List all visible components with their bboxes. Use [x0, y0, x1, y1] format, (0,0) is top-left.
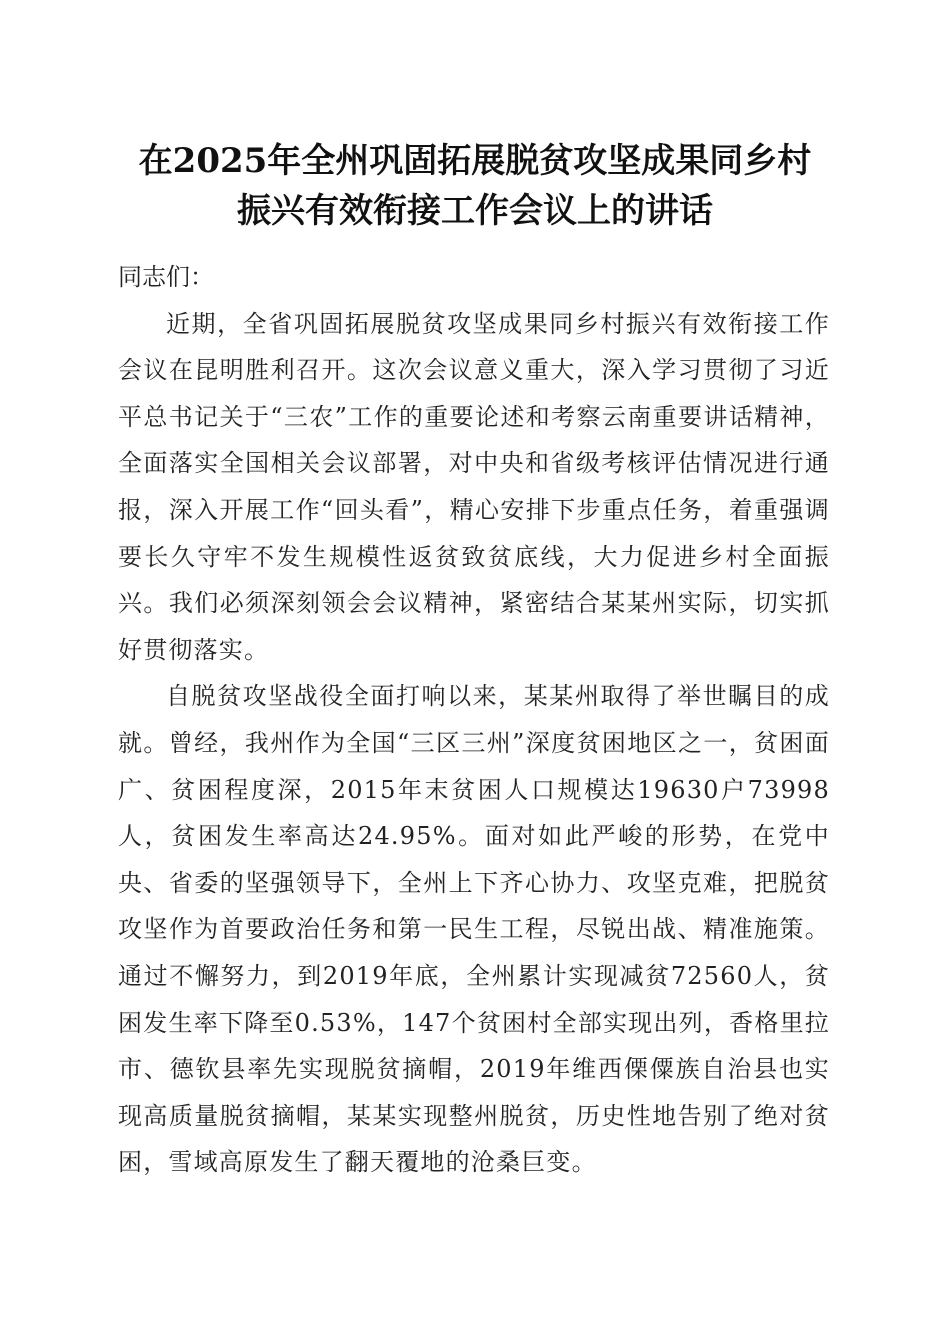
title-line-1: 在2025年全州巩固拓展脱贫攻坚成果同乡村	[138, 141, 812, 181]
paragraph: 自脱贫攻坚战役全面打响以来，某某州取得了举世瞩目的成就。曾经，我州作为全国“三区三州”深度贫困地区之一，贫困面广、贫困程度深，2015年末贫困人口规模达19630户73998人，贫困发生率高达24.95%。面对如此严峻的形势，在党中央、省委的坚强领导下，全州上下齐心协力、攻坚克难，把脱贫攻坚作为首要政治任务和第一民生工程，尽锐出战、精准施策。通过不懈努力，到2019年底，全州累计实现减贫72560人，贫困发生率下降至0.53%，147个贫困村全部实现出列，香格里拉市、德钦县率先实现脱贫摘帽，2019年维西傈僳族自治县也实现高质量脱贫摘帽，某某实现整州脱贫，历史性地告别了绝对贫困，雪域高原发生了翻天覆地的沧桑巨变。	[118, 682, 830, 1177]
title-line-2: 振兴有效衔接工作会议上的讲话	[237, 191, 713, 231]
document-body	[118, 254, 830, 1186]
paragraph: 近期，全省巩固拓展脱贫攻坚成果同乡村振兴有效衔接工作会议在昆明胜利召开。这次会议意义重大，深入学习贯彻了习近平总书记关于“三农”工作的重要论述和考察云南重要讲话精神，全面落实全国相关会议部署，对中央和省级考核评估情况进行通报，深入开展工作“回头看”，精心安排下步重点任务，着重强调要长久守牢不发生规模性返贫致贫底线，大力促进乡村全面振兴。我们必须深刻领会会议精神，紧密结合某某州实际，切实抓好贯彻落实。	[118, 309, 830, 664]
document-title	[100, 136, 850, 236]
salutation: 同志们：	[118, 263, 214, 291]
